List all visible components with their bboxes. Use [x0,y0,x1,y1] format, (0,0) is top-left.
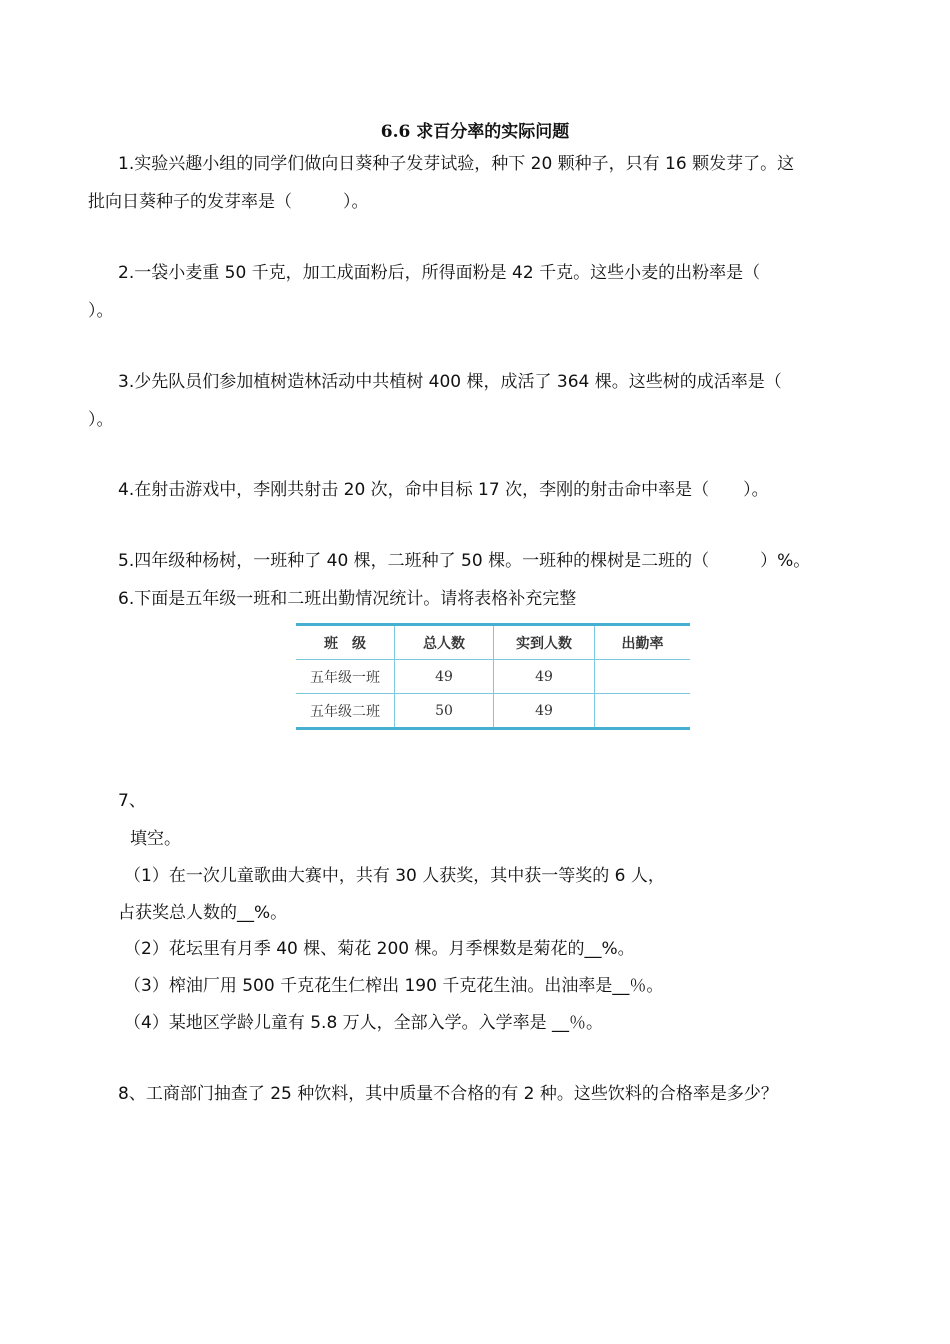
question-7-part-1a: （1）在一次儿童歌曲大赛中，共有 30 人获奖，其中获一等奖的 6 人， [124,866,665,886]
question-3-line-2: ）。 [88,410,114,430]
table-header: 实到人数 [494,625,595,660]
table-row [296,660,690,694]
question-7-intro: 填空。 [130,829,181,849]
table-row [296,694,690,729]
table-header: 总人数 [395,625,494,660]
question-1-line-2: 批向日葵种子的发芽率是（ ）。 [88,192,369,212]
table-cell: 五年级二班 [296,694,395,729]
question-7-part-2: （2）花坛里有月季 40 棵、菊花 200 棵。月季棵数是菊花的__%。 [124,939,635,959]
question-7-part-4: （4）某地区学龄儿童有 5.8 万人，全部入学。入学率是 __％。 [124,1013,604,1033]
table-cell: 49 [395,660,494,694]
question-8: 8、工商部门抽查了 25 种饮料，其中质量不合格的有 2 种。这些饮料的合格率是多少？ [118,1084,778,1104]
question-1-line-1: 1.实验兴趣小组的同学们做向日葵种子发芽试验，种下 20 颗种子，只有 16 颗发芽了。这 [118,154,795,174]
table-cell-blank [595,660,691,694]
table-cell: 五年级一班 [296,660,395,694]
question-5: 5.四年级种杨树，一班种了 40 棵，二班种了 50 棵。一班种的棵树是二班的（ ）%。 [118,551,811,571]
table-header: 班 级 [296,625,395,660]
question-2-line-1: 2.一袋小麦重 50 千克，加工成面粉后，所得面粉是 42 千克。这些小麦的出粉率是（ [118,263,761,283]
question-7-part-3: （3）榨油厂用 500 千克花生仁榨出 190 千克花生油。出油率是__％。 [124,976,664,996]
page-title: 6.6 求百分率的实际问题 [380,122,570,142]
table-cell: 50 [395,694,494,729]
question-2-line-2: ）。 [88,301,114,321]
question-6: 6.下面是五年级一班和二班出勤情况统计。请将表格补充完整 [118,589,577,609]
question-3-line-1: 3.少先队员们参加植树造林活动中共植树 400 棵，成活了 364 棵。这些树的成活率是（ [118,372,782,392]
question-7-number: 7、 [118,791,146,811]
table-cell-blank [595,694,691,729]
table-cell: 49 [494,694,595,729]
question-4: 4.在射击游戏中，李刚共射击 20 次，命中目标 17 次，李刚的射击命中率是（ ）。 [118,480,769,500]
table-header-row [296,625,690,660]
question-7-part-1b: 占获奖总人数的__%。 [118,903,288,923]
table-header: 出勤率 [595,625,691,660]
table-cell: 49 [494,660,595,694]
attendance-table [296,623,690,730]
